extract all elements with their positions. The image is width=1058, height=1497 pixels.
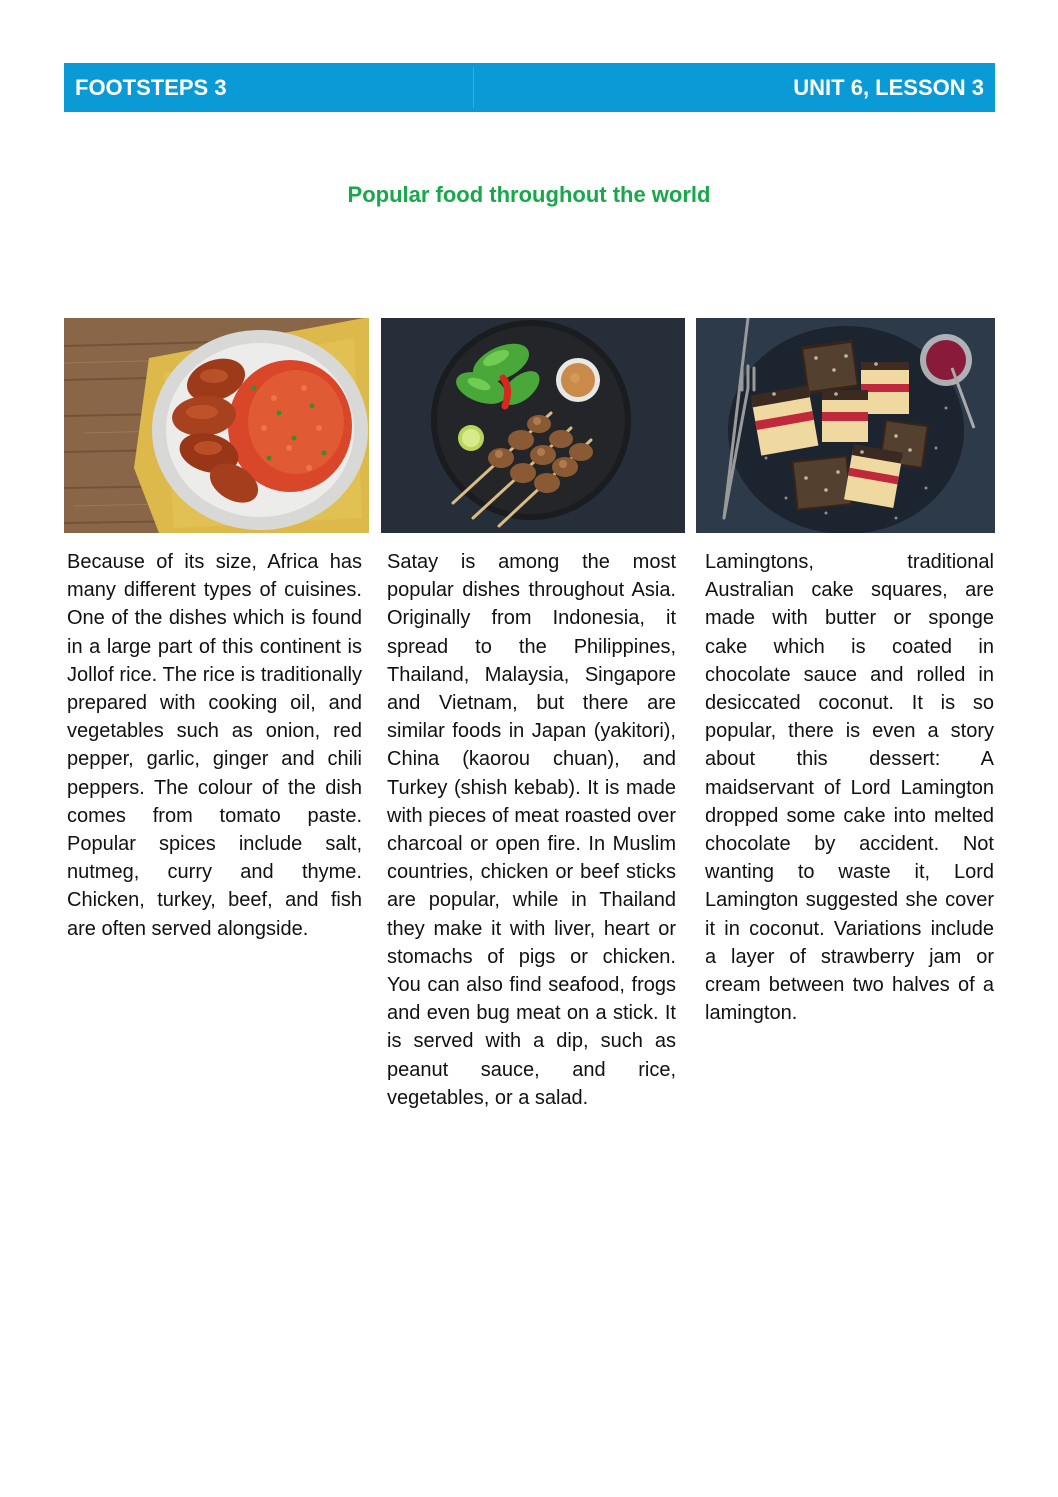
header-divider xyxy=(473,67,474,108)
article-satay: Satay is among the most popular dishes throughout Asia. Originally from Indonesia, it spread to the Philippines, Thailand, Malaysia, Singapore and Vietnam, but there are similar foods in Japan (yakitori), China (kaorou chuan), and Turkey (shish kebab). It is made with pieces of meat roasted over charcoal or open fire. In Muslim countries, chicken or beef sticks are popular, while in Thailand they make it with liver, heart or stomachs of pigs or chicken. You can also find seafood, frogs and even bug meat on a stick. It is served with a dip, such as peanut sauce, and rice, vegetables, or a salad. xyxy=(387,551,676,1109)
header-bar xyxy=(64,63,995,112)
article-lamingtons: Lamingtons, traditional Australian cake squares, are made with butter or sponge cake which is coated in chocolate sauce and rolled in desiccated coconut. It is so popular, there is even a story about this dessert: A maidservant of Lord Lamington dropped some cake into melted chocolate by accident. Not wanting to waste it, Lord Lamington suggested she cover it in coconut. Variations include a layer of strawberry jam or cream between two halves of a lamington. xyxy=(705,551,994,1025)
course-name: FOOTSTEPS 3 xyxy=(75,75,227,100)
satay-skewers-photo xyxy=(381,318,685,533)
page-title: Popular food throughout the world xyxy=(347,182,711,207)
lamington-cakes-photo xyxy=(696,318,995,533)
article-jollof-rice: Because of its size, Africa has many different types of cuisines. One of the dishes which is found in a large part of this continent is Jollof rice. The rice is traditionally prepared with cooking oil, and vegetables such as onion, red pepper, garlic, ginger and chili peppers. The colour of the dish comes from tomato paste. Popular spices include salt, nutmeg, curry and thyme. Chicken, turkey, beef, and fish are often served alongside. xyxy=(67,551,362,940)
unit-lesson: UNIT 6, LESSON 3 xyxy=(793,75,984,100)
jollof-rice-with-chicken-photo xyxy=(64,318,369,533)
